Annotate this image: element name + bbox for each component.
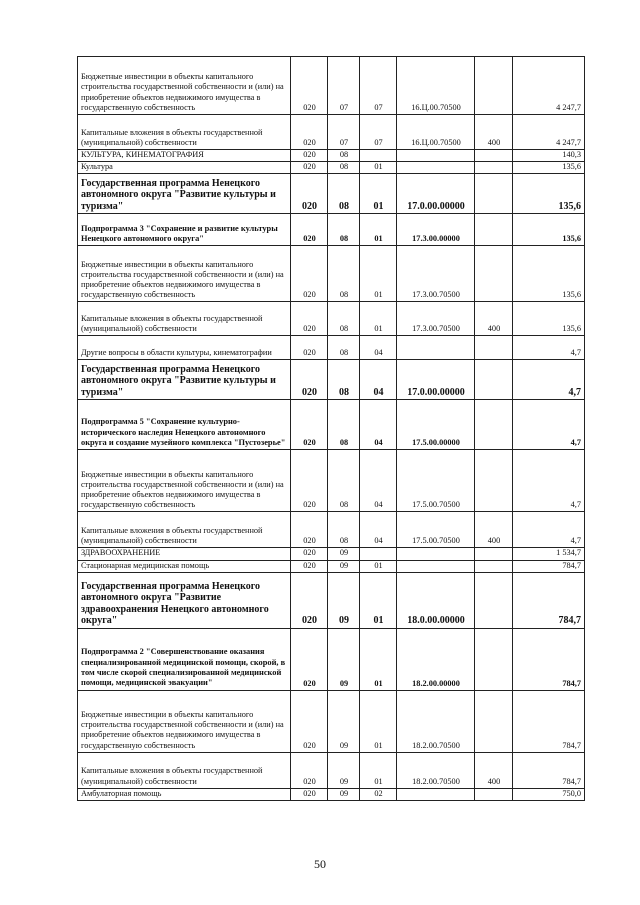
cell-admin-code: 020 [291,246,328,302]
row-name: Подпрограмма 3 "Сохранение и развитие культуры Ненецкого автономного округа" [78,214,291,246]
cell-admin-code: 020 [291,336,328,360]
row-name: Государственная программа Ненецкого автономного округа "Развитие здравоохранения Ненецкого автономного округа" [78,572,291,628]
cell-sum: 4,7 [513,512,585,548]
cell-target-article: 17.5.00.70500 [397,450,475,512]
cell-subsection: 01 [360,628,397,690]
cell-target-article: 17.0.00.00000 [397,174,475,214]
cell-sum: 4,7 [513,360,585,400]
cell-expense-kind [475,150,513,162]
cell-expense-kind [475,548,513,560]
cell-section: 07 [328,57,360,115]
cell-section: 08 [328,400,360,450]
table-row [78,450,585,512]
row-name: Государственная программа Ненецкого автономного округа "Развитие культуры и туризма" [78,360,291,400]
table-row [78,174,585,214]
cell-admin-code: 020 [291,400,328,450]
cell-subsection: 04 [360,336,397,360]
cell-expense-kind [475,450,513,512]
cell-section: 08 [328,336,360,360]
row-name: Бюджетные инвестиции в объекты капитального строительства государственной собственности и (или) на приобретение объектов недвижимого имущества в государственную собственность [78,690,291,752]
row-name: Бюджетные инвестиции в объекты капитального строительства государственной собственности и (или) на приобретение объектов недвижимого имущества в государственную собственность [78,450,291,512]
cell-section: 08 [328,360,360,400]
table-row [78,572,585,628]
table-row [78,150,585,162]
cell-sum: 4,7 [513,400,585,450]
row-name: Капитальные вложения в объекты государственной (муниципальной) собственности [78,302,291,336]
cell-sum: 784,7 [513,628,585,690]
row-name: Подпрограмма 5 "Сохранение культурно-исторического наследия Ненецкого автономного округа и создание музейного комплекса "Пустозерье" [78,400,291,450]
cell-target-article [397,162,475,174]
cell-section: 08 [328,512,360,548]
row-name: Подпрограмма 2 "Совершенствование оказания специализированной медицинской помощи, скорой, в том числе скорой специализированной медицинской помощи, медицинской эвакуации" [78,628,291,690]
cell-admin-code: 020 [291,788,328,800]
cell-subsection: 04 [360,512,397,548]
cell-subsection: 01 [360,690,397,752]
cell-expense-kind: 400 [475,302,513,336]
table-row [78,246,585,302]
row-name: Капитальные вложения в объекты государственной (муниципальной) собственности [78,512,291,548]
cell-subsection: 01 [360,572,397,628]
cell-subsection: 02 [360,788,397,800]
row-name: Государственная программа Ненецкого автономного округа "Развитие культуры и туризма" [78,174,291,214]
row-name: Бюджетные инвестиции в объекты капитального строительства государственной собственности и (или) на приобретение объектов недвижимого имущества в государственную собственность [78,246,291,302]
cell-admin-code: 020 [291,302,328,336]
cell-section: 09 [328,548,360,560]
cell-admin-code: 020 [291,162,328,174]
table-row [78,560,585,572]
cell-subsection: 07 [360,115,397,150]
cell-expense-kind [475,560,513,572]
cell-expense-kind [475,788,513,800]
cell-sum: 784,7 [513,752,585,788]
cell-section: 09 [328,690,360,752]
table-row [78,115,585,150]
cell-expense-kind [475,336,513,360]
row-name: Другие вопросы в области культуры, кинематографии [78,336,291,360]
cell-sum: 135,6 [513,214,585,246]
cell-sum: 4,7 [513,450,585,512]
cell-target-article [397,336,475,360]
cell-section: 08 [328,450,360,512]
cell-subsection: 01 [360,560,397,572]
cell-admin-code: 020 [291,450,328,512]
table-row [78,400,585,450]
cell-sum: 135,6 [513,302,585,336]
table-row [78,548,585,560]
cell-section: 09 [328,560,360,572]
cell-target-article [397,548,475,560]
cell-sum: 135,6 [513,162,585,174]
cell-section: 08 [328,150,360,162]
cell-expense-kind: 400 [475,512,513,548]
cell-section: 09 [328,788,360,800]
cell-subsection: 01 [360,302,397,336]
cell-sum: 784,7 [513,572,585,628]
cell-target-article: 17.3.00.00000 [397,214,475,246]
cell-sum: 135,6 [513,174,585,214]
cell-section: 09 [328,752,360,788]
row-name: Стационарная медицинская помощь [78,560,291,572]
cell-expense-kind [475,246,513,302]
cell-target-article: 18.2.00.00000 [397,628,475,690]
cell-expense-kind [475,162,513,174]
row-name: Амбулаторная помощь [78,788,291,800]
cell-admin-code: 020 [291,572,328,628]
table-row [78,788,585,800]
cell-section: 08 [328,162,360,174]
cell-admin-code: 020 [291,690,328,752]
cell-target-article: 17.3.00.70500 [397,302,475,336]
cell-target-article: 17.5.00.70500 [397,512,475,548]
cell-sum: 784,7 [513,690,585,752]
table-row [78,752,585,788]
row-name: Бюджетные инвестиции в объекты капитального строительства государственной собственности и (или) на приобретение объектов недвижимого имущества в государственную собственность [78,57,291,115]
cell-subsection [360,150,397,162]
cell-sum: 784,7 [513,560,585,572]
cell-target-article [397,150,475,162]
cell-expense-kind [475,214,513,246]
cell-subsection: 01 [360,214,397,246]
table-row [78,360,585,400]
table-row [78,628,585,690]
row-name: КУЛЬТУРА, КИНЕМАТОГРАФИЯ [78,150,291,162]
cell-expense-kind [475,572,513,628]
row-name: Капитальные вложения в объекты государственной (муниципальной) собственности [78,115,291,150]
cell-subsection [360,548,397,560]
cell-section: 08 [328,302,360,336]
cell-section: 08 [328,214,360,246]
table-row [78,336,585,360]
cell-expense-kind [475,57,513,115]
cell-section: 09 [328,572,360,628]
cell-sum: 4,7 [513,336,585,360]
cell-target-article: 17.0.00.00000 [397,360,475,400]
cell-target-article: 18.2.00.70500 [397,752,475,788]
page-number: 50 [314,857,326,871]
cell-subsection: 04 [360,400,397,450]
cell-target-article: 16.Ц.00.70500 [397,115,475,150]
table-row [78,57,585,115]
cell-admin-code: 020 [291,560,328,572]
cell-expense-kind: 400 [475,752,513,788]
budget-table [77,56,585,801]
cell-subsection: 07 [360,57,397,115]
cell-expense-kind [475,400,513,450]
cell-subsection: 04 [360,450,397,512]
cell-target-article: 17.5.00.00000 [397,400,475,450]
cell-subsection: 01 [360,752,397,788]
cell-expense-kind [475,690,513,752]
cell-sum: 4 247,7 [513,115,585,150]
cell-admin-code: 020 [291,752,328,788]
row-name: Капитальные вложения в объекты государственной (муниципальной) собственности [78,752,291,788]
table-row [78,214,585,246]
cell-admin-code: 020 [291,360,328,400]
cell-admin-code: 020 [291,150,328,162]
cell-sum: 4 247,7 [513,57,585,115]
cell-subsection: 01 [360,246,397,302]
cell-admin-code: 020 [291,628,328,690]
cell-admin-code: 020 [291,174,328,214]
cell-admin-code: 020 [291,57,328,115]
row-name: Культура [78,162,291,174]
cell-subsection: 04 [360,360,397,400]
cell-subsection: 01 [360,174,397,214]
cell-sum: 1 534,7 [513,548,585,560]
cell-sum: 135,6 [513,246,585,302]
cell-section: 07 [328,115,360,150]
cell-sum: 140,3 [513,150,585,162]
row-name: ЗДРАВООХРАНЕНИЕ [78,548,291,560]
cell-expense-kind [475,360,513,400]
cell-target-article [397,560,475,572]
cell-target-article: 16.Ц.00.70500 [397,57,475,115]
cell-target-article [397,788,475,800]
table-row [78,162,585,174]
cell-subsection: 01 [360,162,397,174]
cell-admin-code: 020 [291,115,328,150]
cell-expense-kind [475,174,513,214]
cell-section: 08 [328,174,360,214]
table-row [78,512,585,548]
cell-admin-code: 020 [291,548,328,560]
cell-admin-code: 020 [291,512,328,548]
cell-section: 08 [328,246,360,302]
cell-target-article: 17.3.00.70500 [397,246,475,302]
cell-section: 09 [328,628,360,690]
cell-admin-code: 020 [291,214,328,246]
cell-target-article: 18.2.00.70500 [397,690,475,752]
cell-expense-kind [475,628,513,690]
table-row [78,302,585,336]
cell-expense-kind: 400 [475,115,513,150]
cell-sum: 750,0 [513,788,585,800]
table-row [78,690,585,752]
cell-target-article: 18.0.00.00000 [397,572,475,628]
